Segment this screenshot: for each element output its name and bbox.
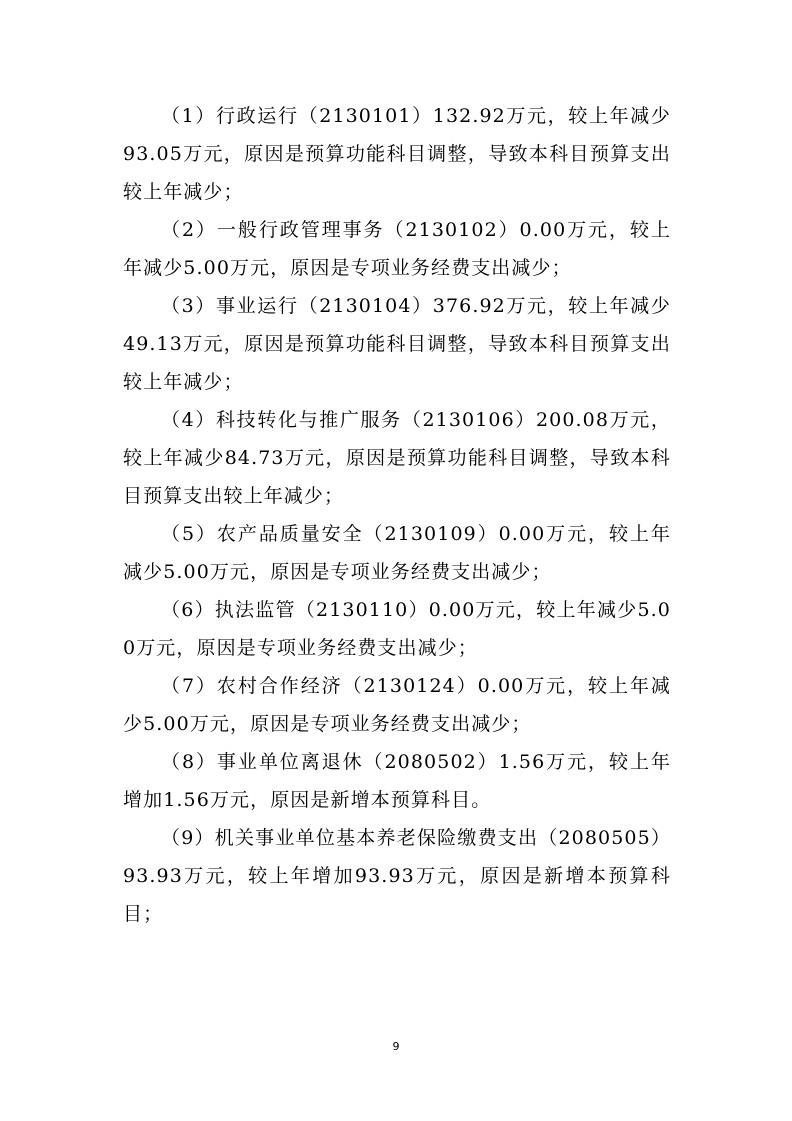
paragraph-item-4: （4）科技转化与推广服务（2130106）200.08万元，较上年减少84.73万元，原因是预算功能科目调整，导致本科目预算支出较上年减少； — [123, 409, 671, 507]
paragraph-item-2: （2）一般行政管理事务（2130102）0.00万元，较上年减少5.00万元，原因是专项业务经费支出减少； — [123, 219, 671, 279]
paragraph-item-5: （5）农产品质量安全（2130109）0.00万元，较上年减少5.00万元，原因是专项业务经费支出减少； — [123, 523, 671, 583]
paragraph-item-8: （8）事业单位离退休（2080502）1.56万元，较上年增加1.56万元，原因是新增本预算科目。 — [123, 751, 671, 811]
paragraph-item-9: （9）机关事业单位基本养老保险缴费支出（2080505）93.93万元，较上年增加93.93万元，原因是新增本预算科目； — [123, 827, 671, 925]
paragraph-item-1: （1）行政运行（2130101）132.92万元，较上年减少93.05万元，原因是预算功能科目调整，导致本科目预算支出较上年减少； — [123, 105, 671, 203]
paragraph-item-7: （7）农村合作经济（2130124）0.00万元，较上年减少5.00万元，原因是专项业务经费支出减少； — [123, 675, 671, 735]
page-number: 9 — [392, 1040, 400, 1053]
body-text — [123, 97, 671, 933]
paragraph-item-3: （3）事业运行（2130104）376.92万元，较上年减少49.13万元，原因是预算功能科目调整，导致本科目预算支出较上年减少； — [123, 295, 671, 393]
paragraph-item-6: （6）执法监管（2130110）0.00万元，较上年减少5.00万元，原因是专项业务经费支出减少； — [123, 599, 671, 659]
